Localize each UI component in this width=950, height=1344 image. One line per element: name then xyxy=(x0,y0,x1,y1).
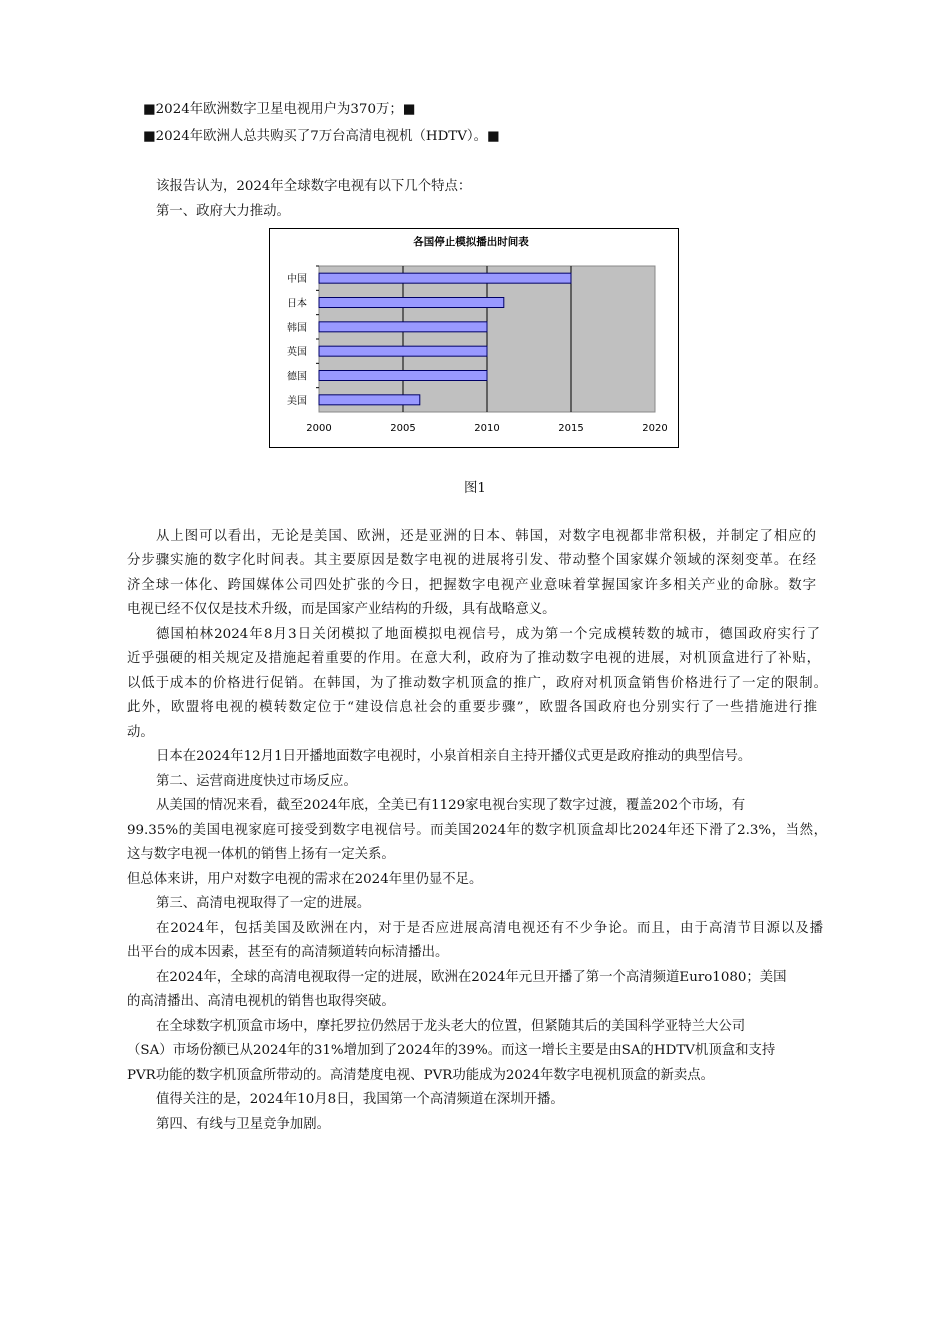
body-line-1: 从上图可以看出，无论是美国、欧洲，还是亚洲的日本、韩国，对数字电视都非常积极，并制定了相应的 xyxy=(156,529,816,544)
chart-title: 各国停止模拟播出时间表 xyxy=(413,236,529,248)
body-line-9: 动。 xyxy=(127,725,154,740)
bar xyxy=(319,298,504,308)
chart-canvas xyxy=(269,228,679,448)
body-line-23: PVR功能的数字机顶盒所带动的。高清楚度电视、PVR功能成为2024年数字电视机顶盒的新卖点。 xyxy=(127,1068,715,1083)
body-line-21: 在全球数字机顶盒市场中，摩托罗拉仍然居于龙头老大的位置，但紧随其后的美国科学亚特兰大公司 xyxy=(156,1019,746,1034)
body-line-14: 这与数字电视一体机的销售上扬有一定关系。 xyxy=(127,847,395,862)
category-label: 英国 xyxy=(287,347,307,359)
x-tick-label: 2010 xyxy=(474,423,500,434)
bullet-line-1: ■2024年欧洲数字卫星电视用户为370万；■ xyxy=(143,102,416,117)
figure-caption: 图1 xyxy=(464,481,486,496)
bullet-line-2: ■2024年欧洲人总共购买了7万台高清电视机（HDTV）。■ xyxy=(143,129,500,144)
body-line-7: 以低于成本的价格进行促销。在韩国，为了推动数字机顶盒的推广，政府对机顶盒销售价格进行了一定的限制。 xyxy=(127,676,827,691)
category-label: 日本 xyxy=(287,298,307,310)
x-tick-label: 2000 xyxy=(306,423,332,434)
body-line-12: 从美国的情况来看，截至2024年底，全美已有1129家电视台实现了数字过渡，覆盖202个市场，有 xyxy=(156,798,746,813)
category-label: 德国 xyxy=(287,371,307,383)
bar xyxy=(319,273,571,283)
x-tick-label: 2005 xyxy=(390,423,416,434)
body-line-2: 分步骤实施的数字化时间表。其主要原因是数字电视的进展将引发、带动整个国家媒介领域的深刻变革。在经 xyxy=(127,553,816,568)
body-line-5: 德国柏林2024年8月3日关闭模拟了地面模拟电视信号，成为第一个完成模转数的城市，德国政府实行了 xyxy=(156,627,820,642)
body-line-17: 在2024年，包括美国及欧洲在内，对于是否应进展高清电视还有不少争论。而且，由于高清节目源以及播 xyxy=(156,921,823,936)
category-label: 美国 xyxy=(287,395,307,407)
section-heading-3: 第三、高清电视取得了一定的进展。 xyxy=(156,896,371,911)
body-line-15: 但总体来讲，用户对数字电视的需求在2024年里仍显不足。 xyxy=(127,872,483,887)
bar xyxy=(319,395,420,405)
body-line-8: 此外，欧盟将电视的模转数定位于“建设信息社会的重要步骤”，欧盟各国政府也分别实行了一些措施进行推 xyxy=(127,700,817,715)
body-line-20: 的高清播出、高清电视机的销售也取得突破。 xyxy=(127,994,395,1009)
section-heading-4: 第四、有线与卫星竞争加剧。 xyxy=(156,1117,331,1132)
body-line-13: 99.35%的美国电视家庭可接受到数字电视信号。而美国2024年的数字机顶盒却比2024年还下滑了2.3%，当然， xyxy=(127,823,827,838)
x-tick-label: 2015 xyxy=(558,423,584,434)
bar xyxy=(319,322,487,332)
category-label: 韩国 xyxy=(287,322,307,334)
bar xyxy=(319,371,487,381)
bar xyxy=(319,346,487,356)
x-tick-label: 2020 xyxy=(642,423,668,434)
section-heading-1: 第一、政府大力推动。 xyxy=(156,204,290,219)
body-line-4: 电视已经不仅仅是技术升级，而是国家产业结构的升级，具有战略意义。 xyxy=(127,602,556,617)
body-line-10: 日本在2024年12月1日开播地面数字电视时，小泉首相亲自主持开播仪式更是政府推动的典型信号。 xyxy=(156,749,752,764)
body-line-18: 出平台的成本因素，甚至有的高清频道转向标清播出。 xyxy=(127,945,449,960)
body-line-24: 值得关注的是，2024年10月8日，我国第一个高清频道在深圳开播。 xyxy=(156,1092,564,1107)
body-line-22: （SA）市场份额已从2024年的31%增加到了2024年的39%。而这一增长主要是由SA的HDTV机顶盒和支持 xyxy=(127,1043,776,1058)
body-line-19: 在2024年，全球的高清电视取得一定的进展，欧洲在2024年元旦开播了第一个高清频道Euro1080；美国 xyxy=(156,970,787,985)
chart-figure xyxy=(269,228,679,448)
section-heading-2: 第二、运营商进度快过市场反应。 xyxy=(156,774,357,789)
body-line-3: 济全球一体化、跨国媒体公司四处扩张的今日，把握数字电视产业意味着掌握国家许多相关产业的命脉。数字 xyxy=(127,578,816,593)
intro-line-1: 该报告认为，2024年全球数字电视有以下几个特点： xyxy=(156,179,472,194)
body-line-6: 近乎强硬的相关规定及措施起着重要的作用。在意大利，政府为了推动数字电视的进展，对机顶盒进行了补贴， xyxy=(127,651,820,666)
category-label: 中国 xyxy=(287,274,307,286)
